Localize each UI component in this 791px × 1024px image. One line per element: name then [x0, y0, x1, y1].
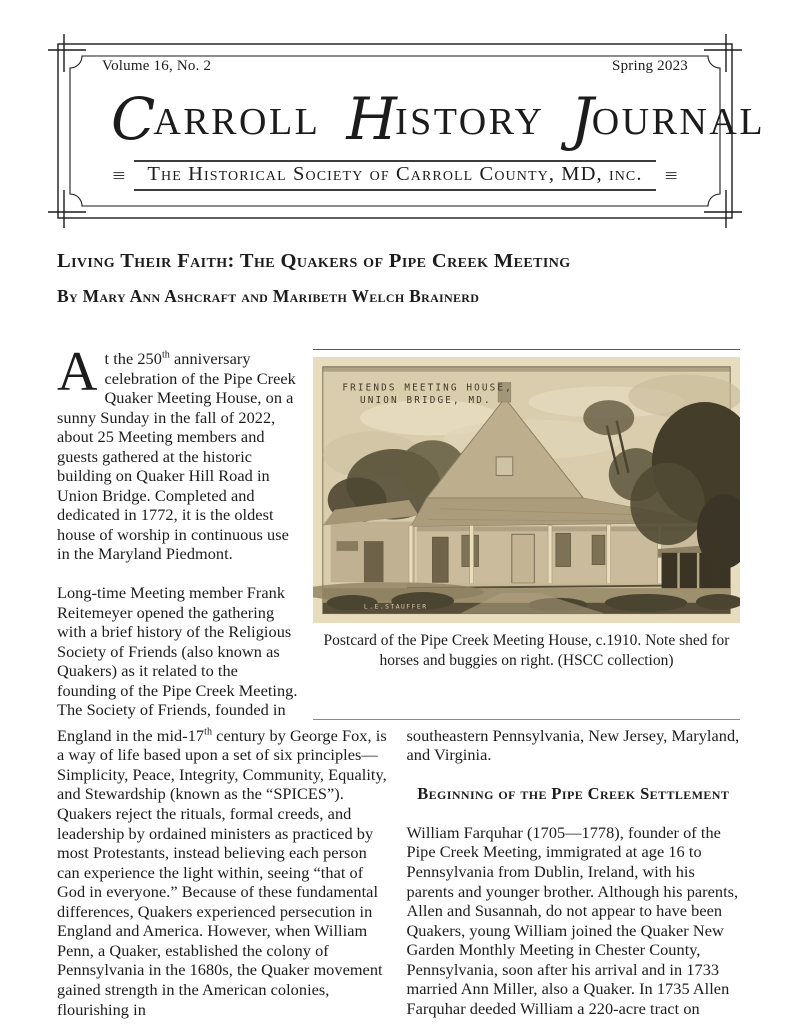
masthead: [48, 34, 766, 228]
article-byline: By Mary Ann Ashcraft and Maribeth Welch Brainerd: [57, 286, 480, 306]
journal-subtitle: The Historical Society of Carroll County, MD, inc.: [134, 160, 655, 191]
paragraph-two-end: southeastern Pennsylvania, New Jersey, Maryland, and Virginia.: [406, 725, 740, 765]
paragraph-two-continued: England in the mid-17th century by George Fox, is a way of life based upon a set of six principles—Simplicity, Peace, Integrity, Community, Equality, and Stewardship (known as the “SPICES”). Quakers reject the rituals, formal creeds, and leadership by ordained ministers as practiced by most Protestants, instead believing each person can experience the light within, seeing “that of God in everyone.” Because of these fundamental differences, Quakers experienced persecution in England and America. However, when William Penn, a Quaker, established the colony of Pennsylvania in the 1680s, the Quaker movement gained strength in the American colonies, flourishing in: [57, 725, 387, 1019]
intro-paragraph: At the 250th anniversary celebration of the Pipe Creek Quaker Meeting House, on a sunny Sunday in the fall of 2022, about 25 Meeting members and guests gathered at the historic building on Quaker Hill Road in Union Bridge. Completed and dedicated in 1772, it is the oldest house of worship in continuous use in the Maryland Piedmont.: [57, 341, 296, 564]
journal-title-word: CARROLL: [111, 85, 321, 153]
masthead-meta-row: [102, 58, 688, 75]
volume-label: Volume 16, No. 2: [102, 58, 212, 74]
triple-bar-ornament-icon: ≡: [664, 164, 678, 187]
left-column-bottom: [57, 726, 391, 1019]
left-column-top: [57, 341, 301, 720]
content-bottom-row: [57, 726, 740, 1019]
journal-title-word: JOURNAL: [570, 85, 766, 153]
drop-cap: A: [57, 341, 98, 403]
right-column-bottom: [407, 726, 741, 1019]
content-top-row: [57, 341, 740, 720]
postcard-photographer-credit: L.E.STAUFFER: [363, 603, 428, 611]
journal-subtitle-row: [102, 160, 688, 191]
section-heading: Beginning of the Pipe Creek Settlement: [417, 783, 730, 803]
paragraph-two-start: Long-time Meeting member Frank Reitemeyer opened the gathering with a brief history of the Religious Society of Friends (also known as Quakers) as it related to the founding of the Pipe Creek Meeting. The Society of Friends, founded in: [57, 583, 298, 720]
article-title: Living Their Faith: The Quakers of Pipe Creek Meeting: [57, 250, 571, 272]
paragraph-three: William Farquhar (1705—1778), founder of the Pipe Creek Meeting, immigrated at age 16 to Pennsylvania from Dublin, Ireland, with his parents and younger brother. Although his parents, Allen and Susannah, do not appear to have been Quakers, young William joined the Quaker New Garden Monthly Meeting in Chester County, Pennsylvania, soon after his arrival and in 1733 married Ann Miller, also a Quaker. In 1735 Allen Farquhar deeded William a 220-acre tract on: [406, 822, 739, 1018]
triple-bar-ornament-icon: ≡: [112, 164, 126, 187]
issue-date-label: Spring 2023: [612, 58, 688, 74]
postcard-title-line2: UNION BRIDGE, MD.: [360, 395, 492, 407]
postcard-figure: [313, 349, 740, 720]
journal-title-word: HISTORY: [346, 85, 545, 153]
postcard-image: [313, 357, 740, 623]
journal-title: [102, 85, 766, 153]
postcard-title-line1: FRIENDS MEETING HOUSE,: [342, 382, 513, 394]
figure-caption: Postcard of the Pipe Creek Meeting House, c.1910. Note shed for horses and buggies on right. (HSCC collection): [323, 632, 730, 669]
